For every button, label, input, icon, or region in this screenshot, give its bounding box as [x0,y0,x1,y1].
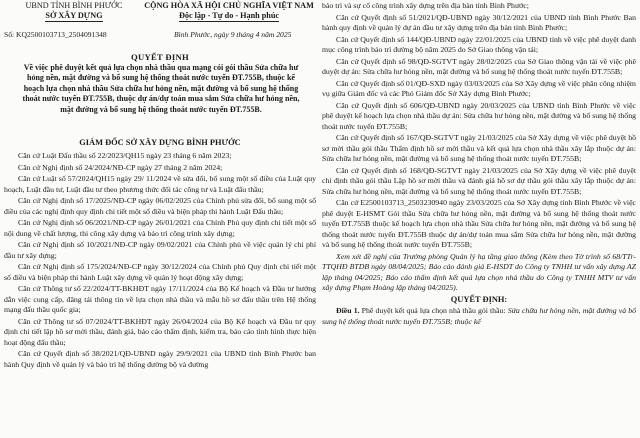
legal-basis-paragraph: Căn cứ Thông tư số 07/2024/TT-BKHĐT ngày 26/04/2024 của Bộ Kế hoạch và Đầu tư quy định chi tiết lập hồ sơ mời thầu, đánh giá, báo cáo thẩm định, kiểm tra, báo cáo tình hình thực hiện hoạt động đấu thầu; [4,316,316,347]
department-name: SỞ XÂY DỰNG [45,11,103,20]
legal-basis-paragraph: Căn cứ Quyết định số 168/QĐ-SGTVT ngày 21/03/2025 của Sở Xây dựng về việc phê duyệt chỉ định thầu gói thầu Lập hồ sơ mời thầu và đánh giá hồ sơ dự thầu gói thầu xây lắp thuộc dự án: Sửa chữa hư hỏng nền, mặt đường và bổ sung hệ thống thoát nước tuyến ĐT.755B; [322,165,636,196]
legal-basis-paragraph: Căn cứ Quyết định số 98/QĐ-SGTVT ngày 28/02/2025 của Sở Giao thông vận tải về việc phê duyệt dự án: Sửa chữa hư hỏng nền, mặt đường và bổ sung hệ thống thoát nước tuyến ĐT.755B; [322,56,636,76]
legal-basis-paragraph: Căn cứ Quyết định số 167/QĐ-SGTVT ngày 21/03/2025 của Sở Xây dựng về việc phê duyệt hồ sơ mời thầu gói thầu Thẩm định hồ sơ mời thầu và kết quả lựa chọn nhà thầu xây lắp thuộc dự án: Sửa chữa hư hỏng nền, mặt đường và bổ sung hệ thống thoát nước tuyến ĐT.755B; [322,133,636,163]
legal-basis-paragraph: Căn cứ Nghị định số 06/2021/NĐ-CP ngày 26/01/2021 của Chính Phủ quy định chi tiết một số nội dung về chất lượng, thi công xây dựng và bảo trì công trình xây dựng; [4,218,316,238]
legal-basis-paragraph: bảo trì và sự cố công trình xây dựng trên địa bàn tỉnh Bình Phước; [322,1,529,10]
right-column [322,0,636,438]
consideration-paragraph: Xem xét đề nghị của Trưởng phòng Quản lý hạ tầng giao thông (Kèm theo Tờ trình số 68/TTr-TTQHĐ BTDB ngày 08/04/2025; Báo cáo đánh giá E-HSDT do Công ty TNHH tư vấn xây dựng AZ lập tháng 04/2025; Báo cáo thẩm định kết quả lựa chọn nhà thầu do Công ty TNHH MTV tư vấn xây dựng Phạm Hoàng lập tháng 04/2025). [322,251,636,292]
article-1-label: Điều 1. [336,306,360,315]
legal-basis-paragraph: Căn cứ E2500103713_2503230940 ngày 23/03/2025 của Sở Xây dựng tỉnh Bình Phước về việc phê duyệt E-HSMT Gói thầu Sửa chữa hư hỏng nền, mặt đường và bổ sung hệ thống thoát nước tuyến ĐT.755B thuộc kế hoạch lựa chọn nhà thầu Sửa chữa hư hỏng nền, mặt đường và bổ sung hệ thống thoát nước tuyến ĐT.755B thuộc dự án/dự toán mua sắm Sửa chữa hư hỏng nền, mặt đường và bổ sung hệ thống thoát nước tuyến ĐT.755B; [322,198,636,249]
article-1-package-name: Sửa chữa hư hỏng nền, mặt đường và bổ sung hệ thống thoát nước tuyến ĐT.755B; thuộc kế [322,306,636,326]
province-committee: UBND TỈNH BÌNH PHƯỚC [25,1,123,10]
decision-subject: Về việc phê duyệt kết quả lựa chọn nhà thầu qua mạng cói gói thầu Sửa chữa hư hỏng nền, mặt đường và bổ sung hệ thống thoát nước tuyến ĐT.755B, thuộc kế hoạch lựa chọn nhà thầu Sửa chữa hư hỏng nền, mặt đường và bổ sung hệ thống thoát nước tuyến ĐT.755B, thuộc dự án/dự toán mua sắm Sửa chữa hư hỏng nền, mặt đường và bổ sung hệ thống thoát nước tuyến ĐT.755B. [22,63,300,114]
legal-basis-paragraph: Căn cứ Quyết định số 606/QĐ-UBND ngày 20/03/2025 của UBND tỉnh Bình Phước về việc phê duyệt kế hoạch lựa chọn nhà thầu dự án: Sửa chữa hư hỏng nền, mặt đường và bổ sung hệ thống thoát nước tuyến ĐT.755B; [322,100,636,131]
legal-basis-right [322,1,636,328]
article-1 [322,306,636,327]
document-type-title: QUYẾT ĐỊNH [131,52,189,62]
issue-date: Bình Phước, ngày 9 tháng 4 năm 2025 [174,30,292,39]
national-title-block [138,1,316,22]
legal-basis-paragraph: Căn cứ Quyết định số 01/QĐ-SXD ngày 03/03/2025 của Sở Xây dựng về việc phân công nhiệm vụ giữa Giám đốc và các Phó Giám đốc Sở Xây dựng Bình Phước; [322,78,636,98]
article-1-text: Phê duyệt kết quả lựa chọn nhà thầu gói thầu: [359,306,506,315]
document-number: Số: KQ2500103713_2504091348 [4,30,107,39]
legal-basis-paragraph: Căn cứ Nghị định số 24/2024/NĐ-CP ngày 27 tháng 2 năm 2024; [18,162,223,172]
nation-name: CỘNG HÒA XÃ HỘI CHỦ NGHĨA VIỆT NAM [144,1,314,10]
legal-basis-paragraph: Căn cứ Quyết định số 144/QĐ-UBND ngày 22/01/2025 của UBND tỉnh về việc phê duyệt danh mục công trình bảo trì đường bộ năm 2025 do Sở Giao thông vận tải; [322,34,636,54]
legal-basis-paragraph: Căn cứ Quyết định số 51/2021/QĐ-UBND ngày 30/12/2021 của UBND tỉnh Bình Phước Ban hành quy định về quản lý dự án đầu tư xây dựng trên địa bàn tỉnh Bình Phước; [322,12,636,32]
legal-basis-paragraph: Căn cứ Quyết định số 38/2021/QĐ-UBND ngày 29/9/2021 của UBND tỉnh Bình Phước ban hành Quy định về quản lý và bảo trì hệ thống đường bộ và đường [4,349,316,369]
legal-basis-paragraph: Căn cứ Nghị định số 17/2025/NĐ-CP ngày 06/02/2025 của Chính phủ sửa đổi, bổ sung một số điều của các nghị định quy định chi tiết một số điều và biện pháp thi hành Luật Đấu thầu; [4,196,316,216]
legal-basis-paragraph: Căn cứ Luật số 57/2024/QH15 ngày 29/ 11/2024 về sửa đổi, bổ sung một số điều của Luật quy hoạch, Luật đầu tư, Luật đầu tư theo phương thức đối tác công tư và Luật đấu thầu; [4,174,316,194]
issuing-agency-block [4,1,144,22]
legal-basis-paragraph: Căn cứ Nghị định số 10/2021/NĐ-CP ngày 09/02/2021 của Chính phủ về việc quản lý chi phí đầu tư xây dựng; [4,240,316,260]
legal-basis-left [4,151,316,371]
legal-basis-paragraph: Căn cứ Thông tư số 22/2024/TT-BKHĐT ngày 17/11/2024 của Bộ Kế hoạch và Đầu tư hướng dẫn việc cung cấp, đăng tải thông tin về lựa chọn nhà thầu và mẫu hồ sơ đấu thầu trên Hệ thống mạng đấu thầu quốc gia; [4,284,316,314]
national-motto: Độc lập - Tự do - Hạnh phúc [178,11,280,20]
legal-basis-paragraph: Căn cứ Luật Đấu thầu số 22/2023/QH15 ngày 23 tháng 6 năm 2023; [18,151,232,160]
legal-basis-paragraph: Căn cứ Nghị định số 175/2024/NĐ-CP ngày 30/12/2024 của Chính phủ Quy định chi tiết một số điều và biện pháp thi hành Luật xây dựng về quản lý hoạt động xây dựng; [4,262,316,282]
issuer-title: GIÁM ĐỐC SỞ XÂY DỰNG BÌNH PHƯỚC [79,138,241,147]
decides-heading: QUYẾT ĐỊNH: [450,294,508,304]
left-column [4,0,316,438]
